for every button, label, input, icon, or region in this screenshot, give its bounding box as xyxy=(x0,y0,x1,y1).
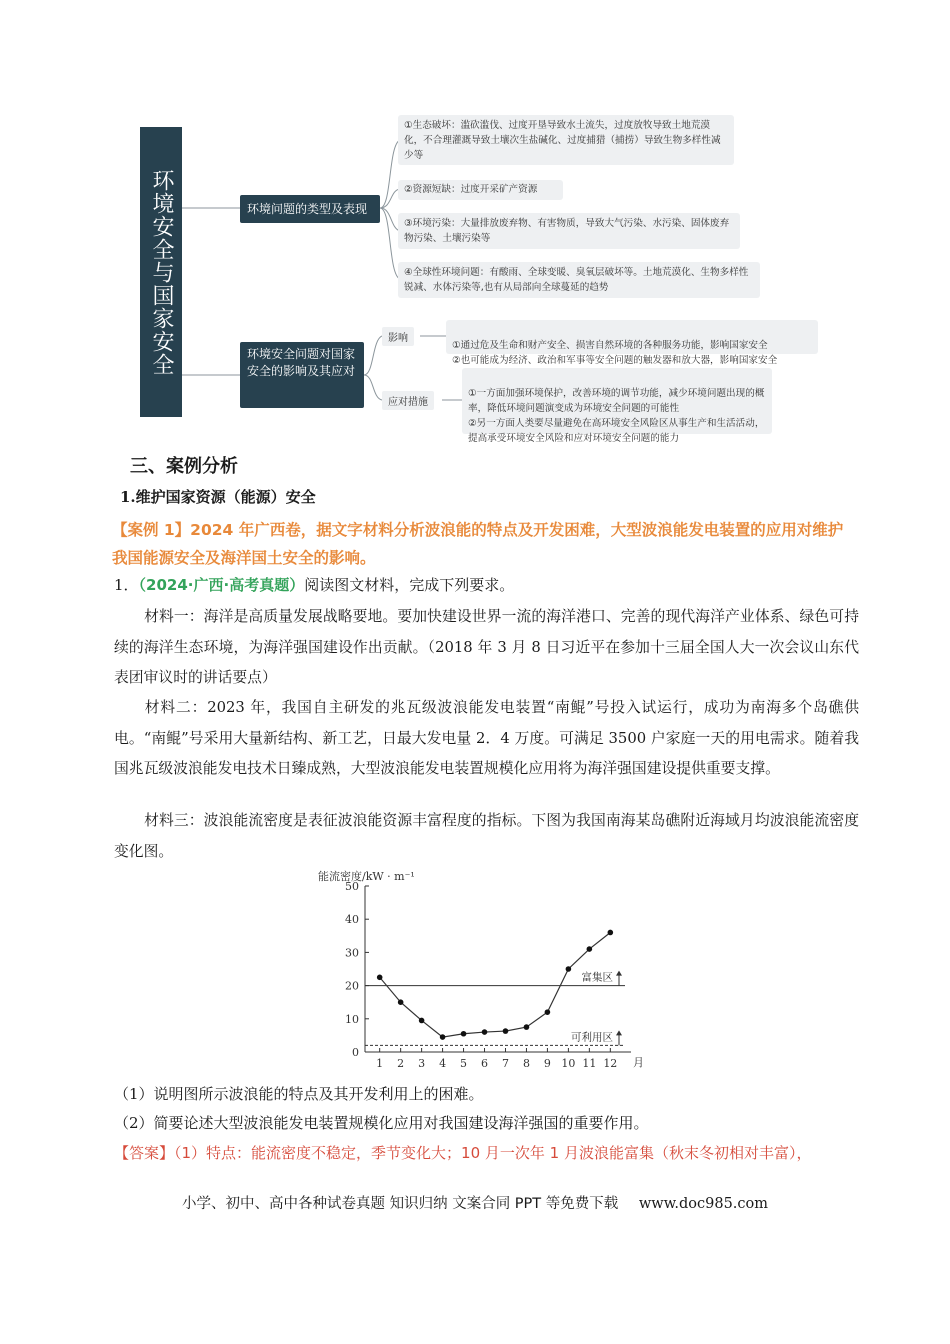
sub-question-2: （2）简要论述大型波浪能发电装置规模化应用对我国建设海洋强国的重要作用。 xyxy=(114,1114,649,1132)
data-point xyxy=(545,1009,551,1015)
data-point xyxy=(566,966,572,972)
subsection-title: 1.维护国家资源（能源）安全 xyxy=(120,488,316,506)
leaf-text: ①通过危及生命和财产安全、损害自然环境的各种服务功能，影响国家安全 ②也可能成为经济、政治和军事等安全问题的触发器和放大器，影响国家安全 xyxy=(452,340,778,366)
mindmap-leaf-measures xyxy=(462,368,772,444)
question-source: （2024·广西·高考真题） xyxy=(138,576,305,594)
x-axis-label: 月 xyxy=(633,1056,644,1069)
mindmap-tag-measures xyxy=(382,391,434,410)
material-text: 材料一：海洋是高质量发展战略要地。要加快建设世界一流的海洋港口、完善的现代海洋产业体系、绿色可持续的海洋生态环境，为海洋强国建设作出贡献。（2018 年 3 月 8 日习近平在参加十三届全国人大一次会议山东代表团审议时的讲话要点） xyxy=(114,608,859,686)
x-tick-label: 12 xyxy=(603,1057,618,1070)
data-point xyxy=(377,975,383,981)
x-tick-label: 3 xyxy=(418,1057,426,1070)
material-text: 材料二：2023 年，我国自主研发的兆瓦级波浪能发电装置“南鲲”号投入试运行，成功为南海多个岛礁供电。“南鲲”号采用大量新结构、新工艺，日最大发电量 2．4 万度。可满足 3500 户家庭一天的用电需求。随着我国兆瓦级波浪能发电技术日臻成熟，大型波浪能发电装置规模化应用将为海洋强国建设提供重要支撑。 xyxy=(114,699,859,777)
y-tick-label: 40 xyxy=(345,913,359,927)
data-point xyxy=(503,1028,509,1034)
reference-arrow-head xyxy=(616,1030,622,1035)
section-title: 三、案例分析 xyxy=(130,456,238,477)
x-tick-label: 10 xyxy=(561,1057,576,1070)
x-tick-label: 1 xyxy=(376,1057,384,1070)
y-axis-label: 能流密度/kW · m⁻¹ xyxy=(318,870,415,883)
case-description: 【案例 1】2024 年广西卷，据文字材料分析波浪能的特点及开发困难，大型波浪能发电装置的应用对维护我国能源安全及海洋国土安全的影响。 xyxy=(112,521,844,567)
x-tick-label: 6 xyxy=(481,1057,489,1070)
leaf-text: ④全球性环境问题：有酸雨、全球变暖、臭氧层破坏等。土地荒漠化、生物多样性锐减、水体污染等,也有从局部向全球蔓延的趋势 xyxy=(404,267,749,293)
mindmap-root xyxy=(140,127,182,417)
wave-energy-chart xyxy=(310,866,650,1076)
data-point xyxy=(419,1018,425,1024)
material-text: 材料三：波浪能流密度是表征波浪能资源丰富程度的指标。下图为我国南海某岛礁附近海域月均波浪能流密度变化图。 xyxy=(114,812,859,860)
x-tick-label: 8 xyxy=(522,1057,530,1070)
y-tick-label: 0 xyxy=(352,1046,359,1059)
reference-line-label: 可利用区 xyxy=(571,1031,613,1044)
answer-text: （1）特点：能流密度不稳定，季节变化大；10 月一次年 1 月波浪能富集（秋末冬初相对丰富）， xyxy=(174,1144,812,1162)
footer-text: 小学、初中、高中各种试卷真题 知识归纳 文案合同 PPT 等免费下载 xyxy=(181,1196,619,1212)
mindmap-leaf-impact xyxy=(446,320,818,366)
branch-label: 环境安全问题对国家安全的影响及其应对 xyxy=(247,347,356,378)
answer xyxy=(114,1142,874,1163)
x-tick-label: 5 xyxy=(460,1057,468,1070)
x-tick-label: 7 xyxy=(501,1057,509,1070)
x-tick-label: 2 xyxy=(397,1057,405,1070)
x-tick-label: 9 xyxy=(543,1057,551,1070)
series-line xyxy=(380,932,611,1037)
leaf-text: ①生态破坏：滥砍滥伐、过度开垦导致水土流失，过度放牧导致土地荒漠化，不合理灌溉导致土壤次生盐碱化、过度捕猎（捕捞）导致生物多样性减少等 xyxy=(404,120,721,161)
y-tick-label: 50 xyxy=(345,880,359,893)
answer-label: 【答案】 xyxy=(114,1144,175,1162)
data-point xyxy=(524,1024,530,1030)
mindmap-branch-security-impact xyxy=(240,342,364,408)
reference-arrow-head xyxy=(616,971,622,976)
mindmap-leaf-ecological-damage xyxy=(398,115,734,165)
branch-label: 环境问题的类型及表现 xyxy=(247,202,368,216)
mindmap-leaf-pollution xyxy=(398,213,740,249)
leaf-text: ①一方面加强环境保护，改善环境的调节功能，减少环境问题出现的概率，降低环境问题演变成为环境安全问题的可能性 ②另一方面人类要尽量避免在高环境安全风险区从事生产和生活活动，提高承受环境安全风险和应对环境安全问题的能力 xyxy=(468,388,765,444)
material-3 xyxy=(114,806,859,867)
material-2 xyxy=(114,693,859,785)
mindmap-tag-impact xyxy=(382,327,414,346)
material-1 xyxy=(114,602,859,694)
tag-text: 应对措施 xyxy=(388,397,428,408)
sub-question-1: （1）说明图所示波浪能的特点及其开发利用上的困难。 xyxy=(114,1085,484,1103)
mindmap-leaf-resource-shortage xyxy=(398,180,563,200)
data-point xyxy=(461,1031,467,1037)
question-number: 1． xyxy=(114,576,139,594)
reference-line-label: 富集区 xyxy=(581,971,613,984)
data-point xyxy=(440,1034,446,1040)
data-point xyxy=(398,999,404,1005)
footer-url[interactable]: www.doc985.com xyxy=(638,1196,769,1212)
x-tick-label: 11 xyxy=(582,1057,597,1070)
y-tick-label: 20 xyxy=(345,979,359,993)
data-point xyxy=(482,1029,488,1035)
y-tick-label: 10 xyxy=(345,1012,359,1026)
mindmap-root-label: 环境安全与国家安全 xyxy=(149,168,174,376)
data-point xyxy=(587,946,593,952)
question-header xyxy=(114,574,514,595)
tag-text: 影响 xyxy=(388,333,408,344)
mindmap-leaf-global-issues xyxy=(398,262,760,298)
y-tick-label: 30 xyxy=(345,946,359,960)
question-prompt: 阅读图文材料，完成下列要求。 xyxy=(304,576,515,594)
footer xyxy=(0,1192,950,1213)
leaf-text: ③环境污染：大量排放废弃物、有害物质，导致大气污染、水污染、固体废弃物污染、土壤污染等 xyxy=(404,218,730,244)
x-tick-label: 4 xyxy=(439,1057,447,1070)
data-point xyxy=(608,930,614,936)
mindmap-branch-environment-problems xyxy=(240,195,380,223)
leaf-text: ②资源短缺：过度开采矿产资源 xyxy=(404,184,538,195)
